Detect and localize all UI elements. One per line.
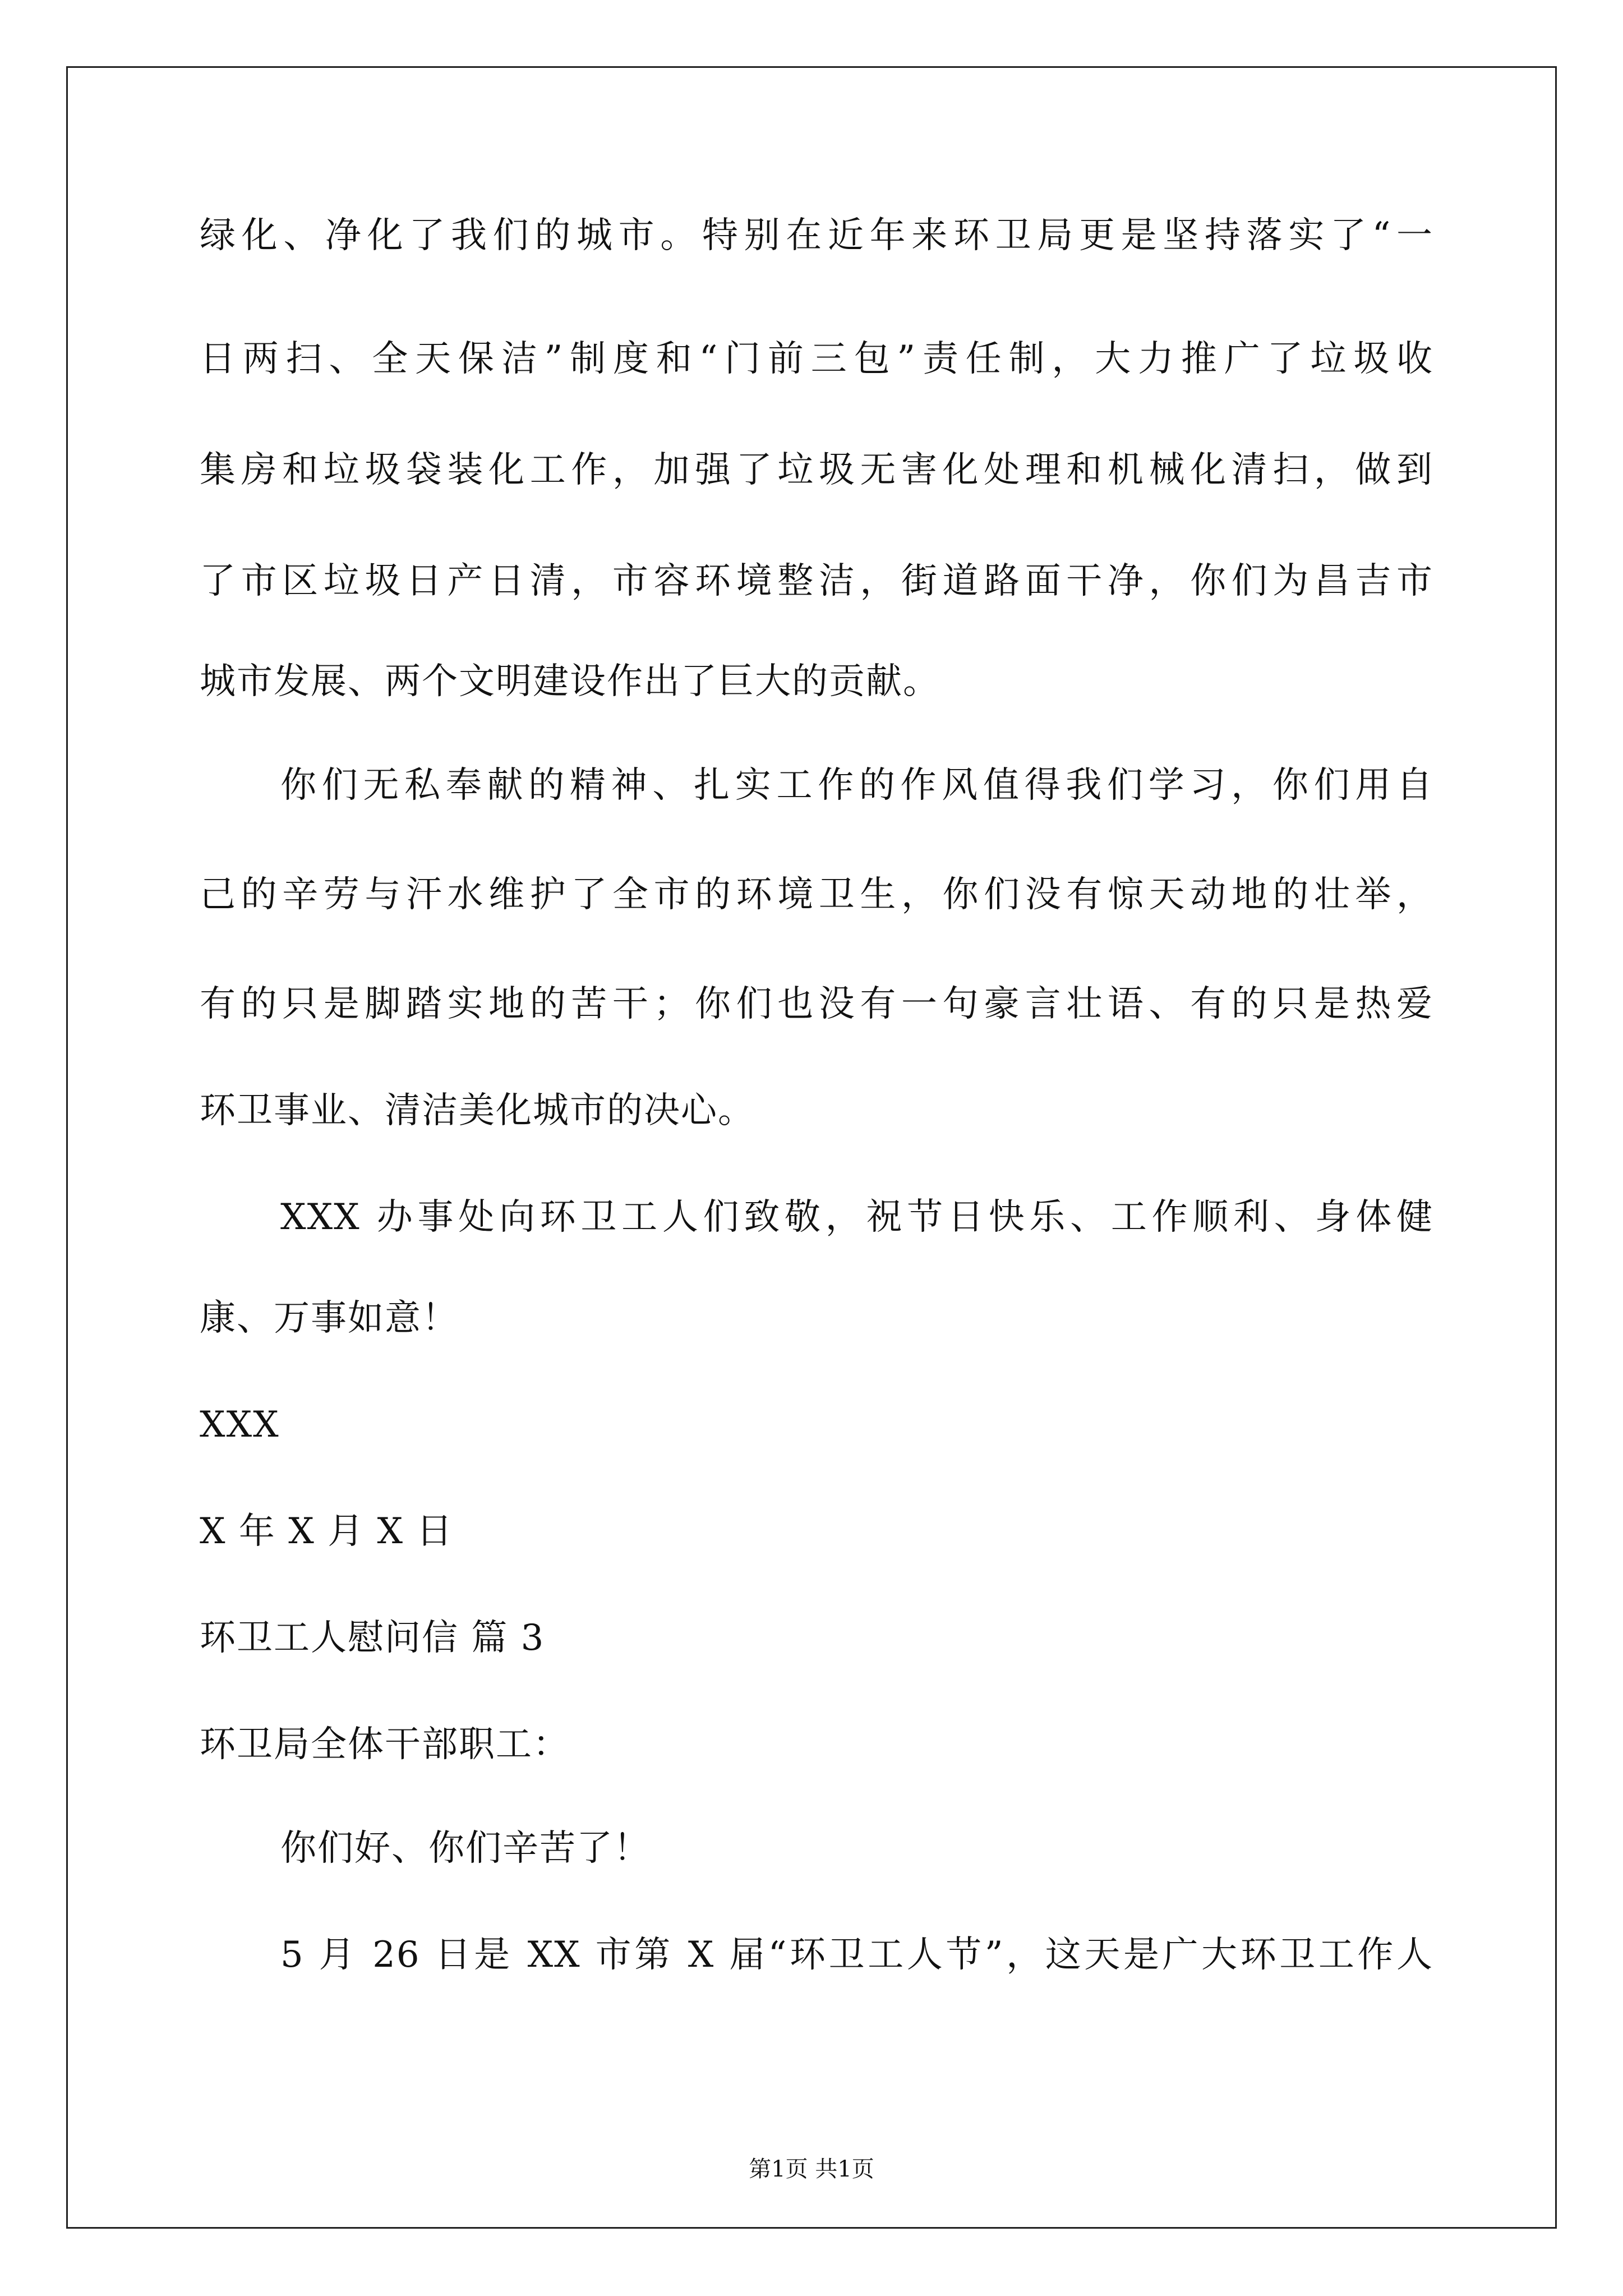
paragraph-line: 城市发展、两个文明建设作出了巨大的贡献。 (200, 661, 940, 702)
page-border (66, 66, 1557, 2229)
section-heading: 环卫工人慰问信 篇 3 (200, 1617, 545, 1659)
paragraph-line: 你们无私奉献的精神、扎实工作的作风值得我们学习，你们用自 (280, 765, 1433, 806)
paragraph-line: 己的辛劳与汗水维护了全市的环境卫生，你们没有惊天动地的壮举， (200, 874, 1433, 915)
paragraph-line: 绿化、净化了我们的城市。特别在近年来环卫局更是坚持落实了“一 (200, 215, 1433, 256)
paragraph-line: 有的只是脚踏实地的苦干；你们也没有一句豪言壮语、有的只是热爱 (200, 983, 1433, 1025)
date-line: X 年 X 月 X 日 (200, 1511, 454, 1552)
paragraph-line: 集房和垃圾袋装化工作，加强了垃圾无害化处理和机械化清扫，做到 (200, 449, 1433, 491)
signature-line: XXX (200, 1404, 280, 1446)
paragraph-line: 康、万事如意！ (200, 1297, 459, 1339)
paragraph-line: 了市区垃圾日产日清，市容环境整洁，街道路面干净，你们为昌吉市 (200, 560, 1433, 602)
page-footer: 第1页 共1页 (749, 2156, 874, 2182)
greeting-line: 你们好、你们辛苦了！ (280, 1828, 651, 1869)
paragraph-line: 5 月 26 日是 XX 市第 X 届“环卫工人节”，这天是广大环卫工作人 (280, 1934, 1433, 1976)
paragraph-line: 日两扫、全天保洁”制度和“门前三包”责任制，大力推广了垃圾收 (200, 338, 1433, 380)
paragraph-line: XXX 办事处向环卫工人们致敬，祝节日快乐、工作顺利、身体健 (280, 1197, 1433, 1238)
paragraph-line: 环卫事业、清洁美化城市的决心。 (200, 1090, 755, 1131)
salutation-line: 环卫局全体干部职工： (200, 1724, 570, 1765)
